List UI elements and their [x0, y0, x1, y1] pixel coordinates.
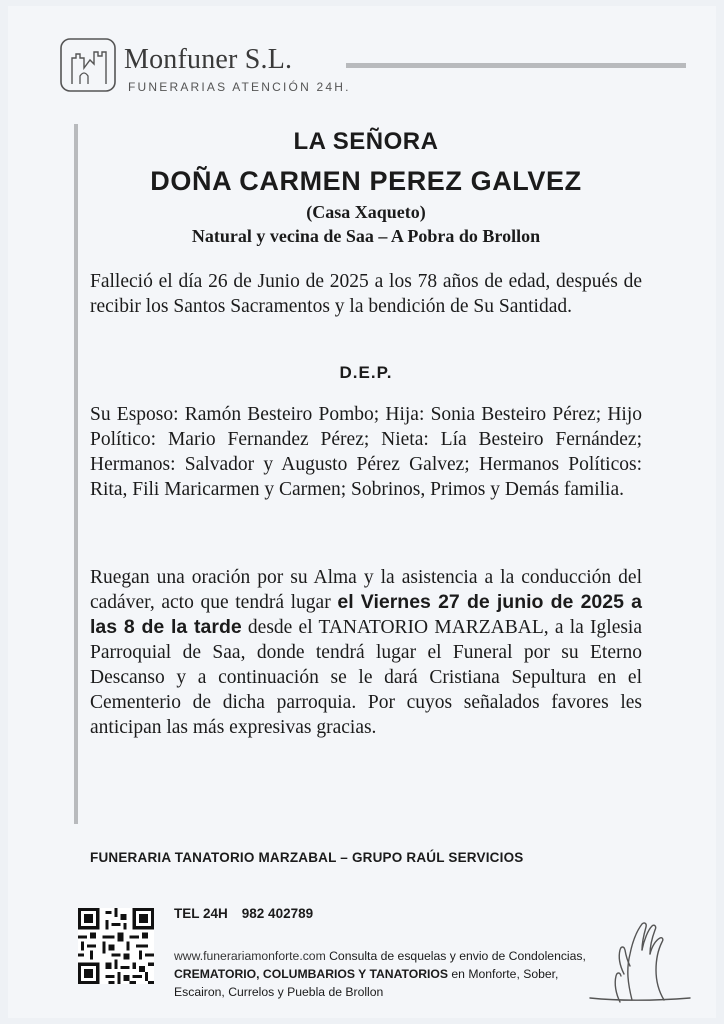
praying-hands-icon [580, 914, 700, 1006]
brand-name: Monfuner S.L. [124, 44, 293, 75]
origin-line: Natural y vecina de Saa – A Pobra do Brollon [191, 226, 541, 246]
phone-line [174, 906, 313, 921]
dep-heading: D.E.P. [339, 363, 393, 382]
qr-code-icon [78, 908, 154, 984]
castle-logo-icon [60, 38, 116, 92]
header-rule [346, 63, 686, 68]
services-list: CREMATORIO, COLUMBARIOS Y TANATORIOS [174, 967, 449, 981]
website-link[interactable]: www.funerariamonforte.com [174, 949, 326, 963]
death-paragraph: Falleció el día 26 de Junio de 2025 a los 78 años de edad, después de recibir los Santos Sacramentos y la bendición de Su Santidad. [90, 271, 642, 317]
obituary-page [8, 6, 716, 1018]
left-rule [74, 124, 78, 824]
funeral-home-name: FUNERARIA TANATORIO MARZABAL – GRUPO RAÚL SERVICIOS [90, 850, 524, 865]
services-info [174, 947, 604, 1001]
service-paragraph [90, 565, 642, 740]
brand-tagline: FUNERARIAS ATENCIÓN 24H. [128, 80, 351, 94]
phone-number[interactable]: 982 402789 [241, 906, 314, 921]
phone-label: TEL 24H [174, 906, 228, 921]
service-details: desde el TANATORIO MARZABAL, a la Iglesia Parroquial de Saa, donde tendrá lugar el Funeral por su Eterno Descanso y a continuación se le dará Cristiana Sepultura en el Cementerio de dicha parroquia. Por cuyos señalados favores les anticipan las más expresivas gracias. [90, 617, 643, 738]
notice-title: LA SEÑORA [293, 128, 439, 155]
info-text-1: Consulta de esquelas y envio de Condolencias, [325, 949, 586, 963]
info-text-2: en Monforte, Sober, Escairon, Currelos y Puebla de Brollon [174, 967, 559, 999]
deceased-name: DOÑA CARMEN PEREZ GALVEZ [150, 166, 582, 196]
family-paragraph: Su Esposo: Ramón Besteiro Pombo; Hija: Sonia Besteiro Pérez; Hijo Político: Mario Fernandez Pérez; Nieta: Lía Besteiro Fernández; Hermanos: Salvador y Augusto Pérez Galvez; Hermanos Políticos: Rita, Fili Maricarmen y Carmen; Sobrinos, Primos y Demás familia. [90, 404, 642, 500]
service-intro: Ruegan una oración por su Alma y la asistencia a la conducción del cadáver, acto que tendrá lugar [90, 567, 642, 613]
service-date: el Viernes 27 de junio de 2025 a las 8 de la tarde [90, 591, 642, 638]
house-name: (Casa Xaqueto) [306, 202, 426, 222]
